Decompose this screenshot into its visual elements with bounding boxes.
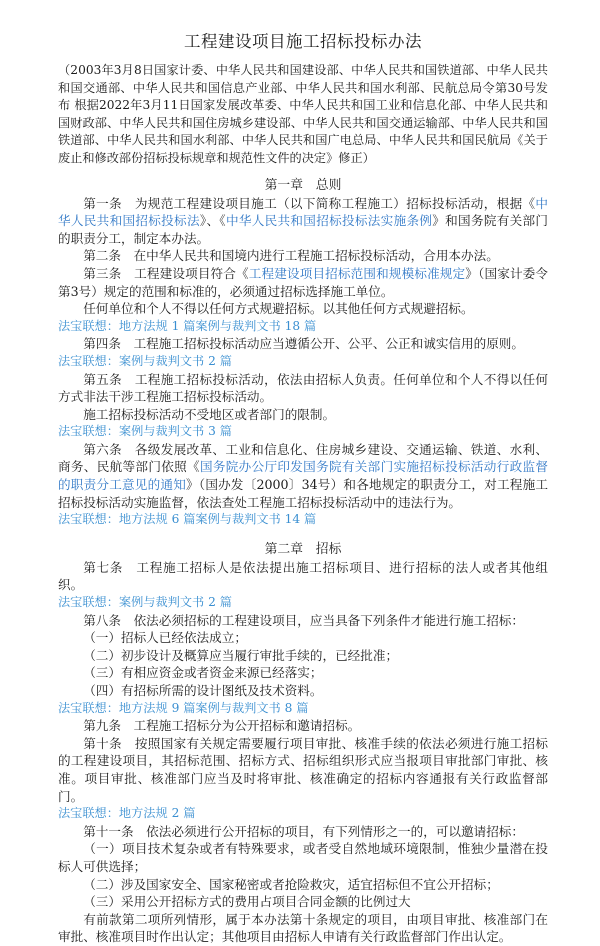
list-item: （四）有招标所需的设计图纸及技术资料。 [83, 683, 323, 698]
law-link[interactable]: 中华人民共和国招标投标法实施条例 [225, 213, 433, 229]
article-3-para-2: 任何单位和个人不得以任何方式规避招标。以其他任何方式规避招标。 [83, 301, 474, 317]
list-item: （一）招标人已经依法成立； [83, 630, 247, 646]
preamble: （2003年3月8日国家计委、中华人民共和国建设部、中华人民共和国铁道部、中华人民共和国交通部、中华人民共和国信息产业部、中华人民共和国水利部、民航总局令第30号发布 根据2022年3月11日国家发展改革委、中华人民共和国工业和信息化部、中华人民共和国财政部、中华人民共和国住房城乡建设部、中华人民共和国交通运输部、中华人民共和国铁道部、中华人民共和国水利部、中华人民共和国广电总局、中华人民共和国民航局《关于废止和修改部份招标投标规章和规范性文件的决定》修正） [58, 63, 548, 165]
law-link[interactable]: 国务院办公厅印发国务院有关部门实施招标投标活动行政监督的职责分工意见的通知 [58, 459, 549, 493]
article-6: 第六条 各级发展改革、工业和信息化、住房城乡建设、交通运输、铁道、水利、商务、民航等部门依照《国务院办公厅印发国务院有关部门实施招标投标活动行政监督的职责分工意见的通知》（国办发〔2000〕34号）和各地规定的职责分工，对工程施工招标投标活动实施监督，依法查处工程施工招标投标活动中的违法行为。 [58, 441, 549, 510]
fabao-related-note[interactable]: 法宝联想：地方法规 9 篇案例与裁判文书 8 篇 [58, 700, 309, 715]
fabao-related-note[interactable]: 法宝联想：地方法规 1 篇案例与裁判文书 18 篇 [58, 318, 317, 333]
chapter-name: 总则 [315, 177, 342, 193]
chapter-heading-2 [58, 541, 548, 559]
fabao-related-note[interactable]: 法宝联想：案例与裁判文书 2 篇 [58, 353, 232, 368]
list-item: （二）初步设计及概算应当履行审批手续的，已经批准； [83, 647, 399, 663]
chapter-heading-1 [58, 177, 548, 195]
article-11-para-2: 有前款第二项所列情形，属于本办法第十条规定的项目，由项目审批、核准部门在审批、核准项目时作出认定；其他项目由招标人申请有关行政监督部门作出认定。 [58, 911, 548, 945]
chapter-name: 招标 [315, 541, 342, 557]
article-9: 第九条 工程施工招标分为公开招标和邀请招标。 [83, 718, 361, 734]
fabao-related-note[interactable]: 法宝联想：案例与裁判文书 2 篇 [58, 595, 232, 610]
article-11: 第十一条 依法必须进行公开招标的项目，有下列情形之一的，可以邀请招标： [83, 823, 524, 839]
list-item: （三）采用公开招标方式的费用占项目合同金额的比例过大 [83, 894, 411, 910]
fabao-related-note[interactable]: 法宝联想：地方法规 2 篇 [58, 806, 196, 821]
article-8: 第八条 依法必须招标的工程建设项目，应当具备下列条件才能进行施工招标： [83, 612, 524, 628]
fabao-related-note[interactable]: 法宝联想：地方法规 6 篇案例与裁判文书 14 篇 [58, 512, 317, 527]
article-3: 第三条 工程建设项目符合《工程建设项目招标范围和规模标准规定》（国家计委令第3号）规定的范围和标准的，必须通过招标选择施工单位。 [58, 265, 549, 299]
article-2: 第二条 在中华人民共和国境内进行工程施工招标投标活动，合用本办法。 [83, 248, 499, 264]
fabao-related-note[interactable]: 法宝联想：案例与裁判文书 3 篇 [58, 424, 232, 439]
list-item: （三）有相应资金或者资金来源已经落实； [83, 665, 323, 681]
article-7: 第七条 工程施工招标人是依法提出施工招标项目、进行招标的法人或者其他组织。 [58, 559, 548, 593]
article-5: 第五条 工程施工招标投标活动，依法由招标人负责。任何单位和个人不得以任何方式非法干涉工程施工招标投标活动。 [58, 371, 548, 405]
article-4: 第四条 工程施工招标投标活动应当遵循公开、公平、公正和诚实信用的原则。 [83, 336, 524, 352]
spacer [58, 529, 548, 541]
article-1: 第一条 为规范工程建设项目施工（以下简称工程施工）招标投标活动，根据《中华人民共和国招标投标法》、《中华人民共和国招标投标法实施条例》和国务院有关部门的职责分工，制定本办法。 [58, 195, 549, 246]
page-title: 工程建设项目施工招标投标办法 [184, 32, 422, 51]
article-5-para-2: 施工招标投标活动不受地区或者部门的限制。 [83, 406, 336, 422]
chapter-label: 第一章 [264, 177, 303, 193]
law-link[interactable]: 中华人民共和国招标投标法 [58, 195, 548, 229]
article-10: 第十条 按照国家有关规定需要履行项目审批、核准手续的依法必须进行施工招标的工程建设项目，其招标范围、招标方式、招标组织形式应当报项目审批部门审批、核准。项目审批、核准部门应当及时将审批、核准确定的招标内容通报有关行政监督部门。 [58, 735, 548, 804]
list-item: （一）项目技术复杂或者有特殊要求，或者受自然地域环境限制，惟独少量潜在投标人可供选择； [58, 841, 548, 874]
law-link[interactable]: 工程建设项目招标范围和规模标准规定 [248, 265, 466, 281]
chapter-label: 第二章 [264, 541, 303, 557]
list-item: （二）涉及国家安全、国家秘密或者抢险救灾，适宜招标但不宜公开招标； [83, 876, 499, 892]
